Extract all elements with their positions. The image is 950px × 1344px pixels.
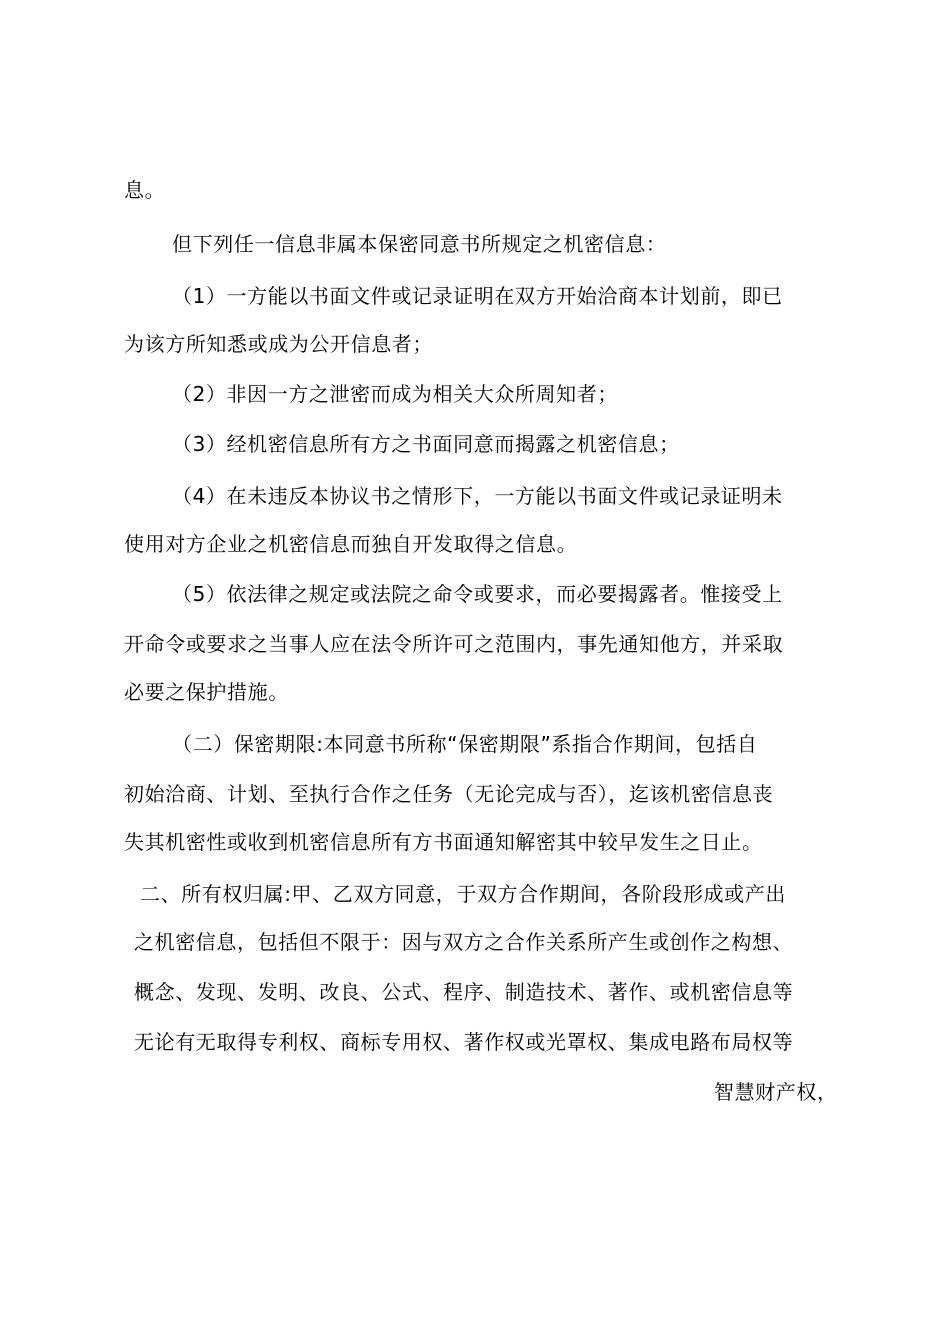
text-line: 必要之保护措施。 [124, 680, 289, 704]
text-line: （2）非因一方之泄密而成为相关大众所周知者； [172, 382, 618, 406]
text-line: （3）经机密信息所有方之书面同意而揭露之机密信息； [172, 432, 680, 456]
text-line: （4）在未违反本协议书之情形下，一方能以书面文件或记录证明未 [172, 484, 783, 508]
text-line: 智慧财产权， [714, 1080, 838, 1104]
text-line: 使用对方企业之机密信息而独自开发取得之信息。 [124, 532, 578, 556]
text-line: 初始洽商、计划、至执行合作之任务（无论完成与否），迄该机密信息丧 [124, 782, 774, 806]
text-line: （1）一方能以书面文件或记录证明在双方开始洽商本计划前，即已 [172, 284, 783, 308]
text-line: 无论有无取得专利权、商标专用权、著作权或光罩权、集成电路布局权等 [134, 1030, 794, 1054]
text-line: 之机密信息，包括但不限于：因与双方之合作关系所产生或创作之构想、 [134, 930, 794, 954]
text-line: 开命令或要求之当事人应在法令所许可之范围内，事先通知他方，并采取 [124, 632, 784, 656]
text-line: 失其机密性或收到机密信息所有方书面通知解密其中较早发生之日止。 [124, 830, 763, 854]
text-line: 息。 [124, 178, 166, 202]
text-line: 概念、发现、发明、改良、公式、程序、制造技术、著作、或机密信息等 [134, 980, 794, 1004]
text-line: （5）依法律之规定或法院之命令或要求，而必要揭露者。惟接受上 [172, 582, 783, 606]
text-line: 但下列任一信息非属本保密同意书所规定之机密信息： [172, 232, 667, 256]
text-line: 为该方所知悉或成为公开信息者； [124, 332, 433, 356]
text-line: （二）保密期限:本同意书所称“保密期限”系指合作期间，包括自 [172, 732, 758, 756]
text-line: 二、所有权归属:甲、乙双方同意，于双方合作期间，各阶段形成或产出 [140, 882, 786, 906]
